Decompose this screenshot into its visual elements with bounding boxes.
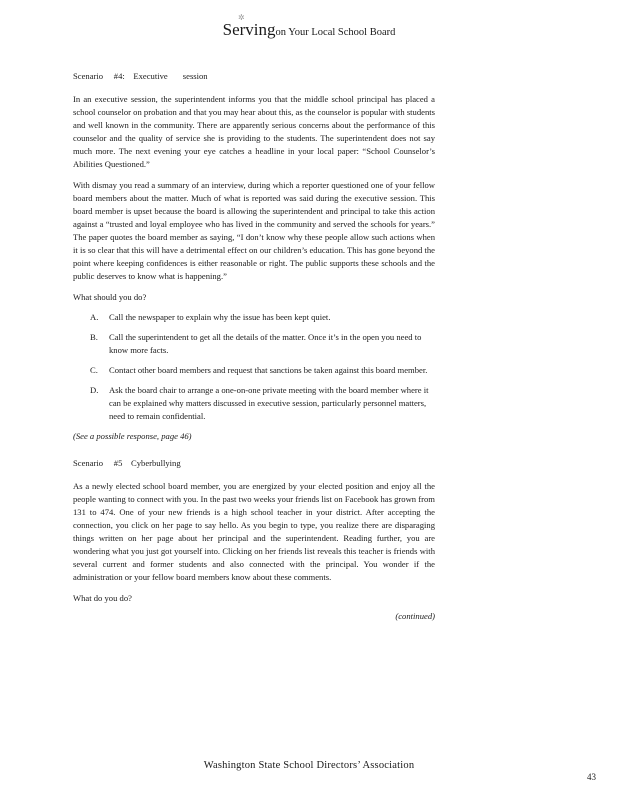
see-possible-response: (See a possible response, page 46): [73, 431, 192, 441]
scenario-4-paragraph-2: With dismay you read a summary of an interview, during which a reporter questioned one of your fellow board members about the matter. Much of what is reported was said during the executive session. This board member is upset because the board is allowing the superintendent and principal to take this action against a “trusted and loyal employee who has lived in the community and served the schools for years.” The paper quotes the board member as saying, “I don’t know why these people allow such actions when it is so clear that this will have a detrimental effect on our children’s education. This has gone beyond the point where keeping confidences is either reasonable or right. The public supports these schools and the public deserves to know what is happening.”: [73, 180, 435, 281]
header-title-word: Serving: [222, 20, 276, 39]
scenario-4-question: What should you do?: [73, 292, 147, 302]
scenario-5-paragraph: As a newly elected school board member, you are energized by your elected position and enjoy all the people wanting to connect with you. In the past two weeks your friends list on Facebook has grown from 131 to 474. One of your new friends is a high school teacher in your district. After accepting the connection, you click on her page to say hello. As you begin to type, you realize there are disparaging things written on her page about her principal and the superintendent. Reading further, you are wondering what you just got yourself into. Clicking on her friends list reveals this teacher is friends with several current and former students and also connected with the principal. You wonder if the administration or your fellow board members know about these comments.: [73, 481, 435, 582]
option-letter: D.: [90, 385, 99, 395]
option-text: Ask the board chair to arrange a one-on-one private meeting with the board member where it can be explained why matters discussed in executive session, particularly personnel matters, need to remain confidential.: [109, 385, 429, 421]
option-letter: C.: [90, 365, 98, 375]
option-text: Call the newspaper to explain why the issue has been kept quiet.: [109, 312, 331, 322]
option-letter: B.: [90, 332, 98, 342]
scenario-5-heading: Scenario #5 Cyberbullying: [73, 458, 181, 468]
header-title-rest: on Your Local School Board: [275, 27, 396, 38]
option-text: Contact other board members and request that sanctions be taken against this board member.: [109, 365, 428, 375]
continued-note: (continued): [395, 611, 435, 621]
option-a: [73, 311, 435, 324]
sparkle-icon: ✲: [238, 13, 245, 22]
option-text: Call the superintendent to get all the details of the matter. Once it’s in the open you need to know more facts.: [109, 332, 422, 355]
page-number: 43: [587, 772, 596, 782]
scenario-4-options: [73, 311, 435, 423]
option-b: [73, 331, 435, 357]
option-d: [73, 384, 435, 423]
scenario-5-question: What do you do?: [73, 593, 132, 603]
footer-organization: Washington State School Directors’ Association: [203, 760, 415, 771]
option-letter: A.: [90, 312, 99, 322]
option-c: [73, 364, 435, 377]
page-header: [0, 20, 618, 40]
scenario-4-paragraph-1: In an executive session, the superintendent informs you that the middle school principal has placed a school counselor on probation and that you may hear about this, as the counselor is popular with students and well known in the community. There are apparently serious concerns about the performance of this counselor and the quality of service she is providing to the students. The superintendent does not say much more. The next evening your eye catches a headline in your local paper: “School Counselor’s Abilities Questioned.”: [73, 94, 435, 169]
scenario-4-heading: Scenario #4: Executive session: [73, 71, 208, 81]
page-body: [73, 70, 435, 623]
